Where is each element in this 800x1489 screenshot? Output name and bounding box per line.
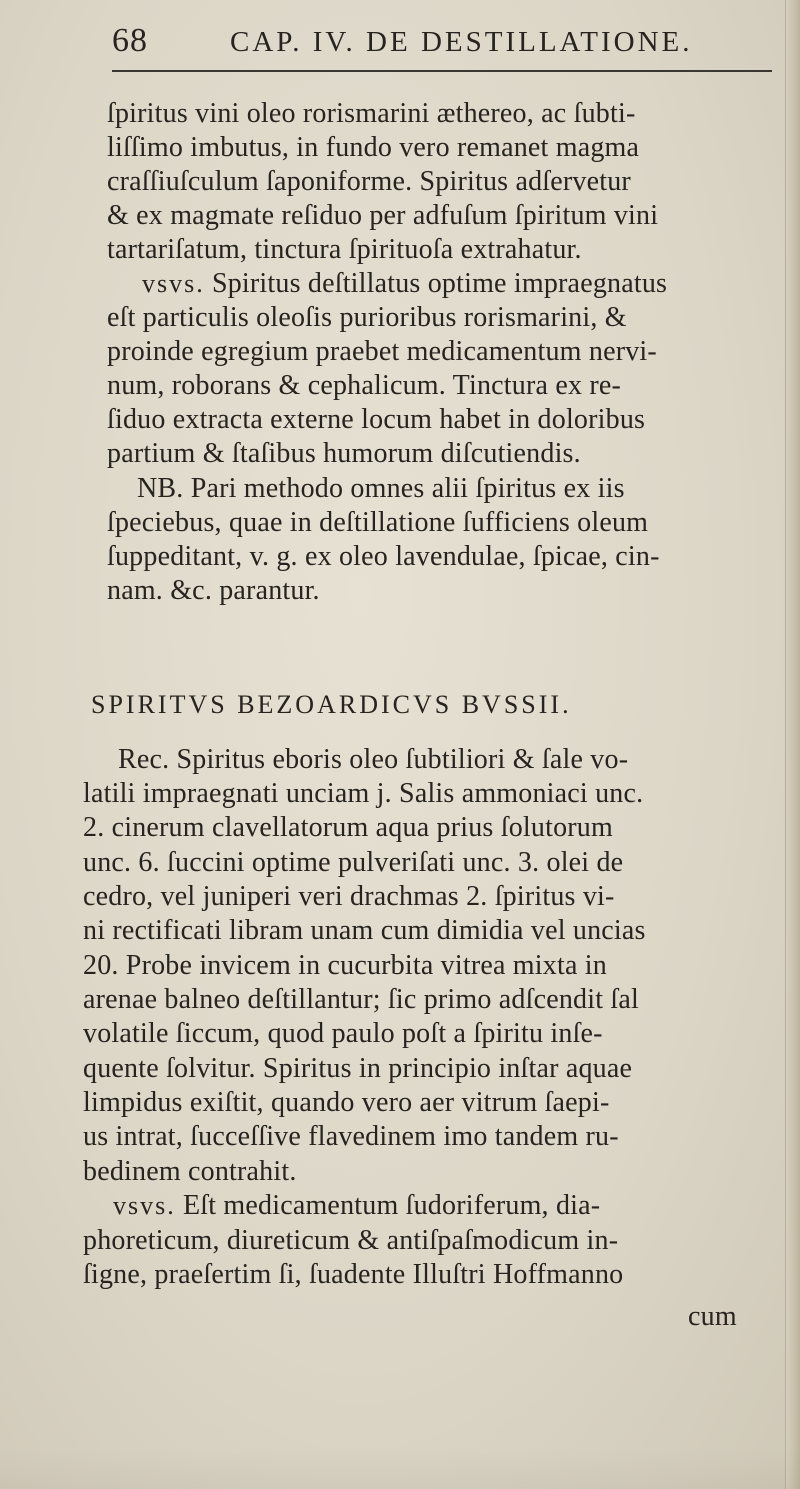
usus-paragraph-first-line <box>142 269 667 299</box>
text-line: bedinem contrahit. <box>83 1156 297 1187</box>
page-bottom-shade <box>0 1449 800 1489</box>
text-line: 2. cinerum clavellatorum aqua prius ſolutorum <box>83 812 613 843</box>
page-edge <box>785 0 800 1489</box>
section-title: SPIRITVS BEZOARDICVS BVSSII. <box>91 690 572 719</box>
text-line: ſpiritus vini oleo rorismarini æthereo, ac ſubti- <box>107 98 636 129</box>
text-line: & ex magmate reſiduo per adfuſum ſpiritum vini <box>107 200 659 231</box>
text-line: ſigne, praeſertim ſi, ſuadente Illuſtri Hoffmanno <box>83 1259 624 1290</box>
usus-label: vsvs. <box>113 1191 176 1220</box>
text-line: ſpeciebus, quae in deſtillatione ſufficiens oleum <box>107 507 649 538</box>
text-line: num, roborans & cephalicum. Tinctura ex re- <box>107 370 622 401</box>
text-line: unc. 6. ſuccini optime pulveriſati unc. 3. olei de <box>83 847 624 878</box>
page-header <box>112 22 752 68</box>
text-line: cedro, vel juniperi veri drachmas 2. ſpiritus vi- <box>83 881 615 912</box>
text-line: ſiduo extracta externe locum habet in doloribus <box>107 404 646 435</box>
text-line: tartariſatum, tinctura ſpirituoſa extrahatur. <box>107 234 582 265</box>
text-line: liſſimo imbutus, in fundo vero remanet magma <box>107 132 640 163</box>
text-line: proinde egregium praebet medicamentum nervi- <box>107 336 657 367</box>
text-line: Eſt medicamentum ſudoriferum, dia- <box>182 1190 601 1221</box>
text-line: quente ſolvitur. Spiritus in principio inſtar aquae <box>83 1053 633 1084</box>
page-number: 68 <box>112 22 148 59</box>
usus-label: vsvs. <box>142 269 205 298</box>
text-line: ſuppeditant, v. g. ex oleo lavendulae, ſpicae, cin- <box>107 541 660 572</box>
nb-label: NB. <box>137 473 184 504</box>
text-line: partium & ſtaſibus humorum diſcutiendis. <box>107 438 581 469</box>
usus-paragraph-first-line <box>113 1191 600 1221</box>
text-line: nam. &c. parantur. <box>107 575 320 606</box>
text-line: volatile ſiccum, quod paulo poſt a ſpiritu inſe- <box>83 1018 603 1049</box>
running-head: CAP. IV. DE DESTILLATIONE. <box>230 26 693 58</box>
text-line: eſt particulis oleoſis purioribus rorismarini, & <box>107 302 627 333</box>
text-line: latili impraegnati unciam j. Salis ammoniaci unc. <box>83 778 644 809</box>
text-line: arenae balneo deſtillantur; ſic primo adſcendit ſal <box>83 984 639 1015</box>
text-line: Rec. Spiritus eboris oleo ſubtiliori & ſale vo- <box>118 744 629 775</box>
text-line: Spiritus deſtillatus optime impraegnatus <box>211 268 668 299</box>
text-line: limpidus exiſtit, quando vero aer vitrum ſaepi- <box>83 1087 610 1118</box>
catchword: cum <box>688 1301 737 1332</box>
text-line: phoreticum, diureticum & antiſpaſmodicum in- <box>83 1225 619 1256</box>
header-rule <box>112 70 772 72</box>
text-line: ni rectificati libram unam cum dimidia vel uncias <box>83 915 646 946</box>
text-line: us intrat, ſucceſſive flavedinem imo tandem ru- <box>83 1121 619 1152</box>
text-line: 20. Probe invicem in cucurbita vitrea mixta in <box>83 950 607 981</box>
nb-paragraph-first-line <box>137 474 625 504</box>
text-line: Pari methodo omnes alii ſpiritus ex iis <box>190 473 625 504</box>
text-line: craſſiuſculum ſaponiforme. Spiritus adſervetur <box>107 166 631 197</box>
